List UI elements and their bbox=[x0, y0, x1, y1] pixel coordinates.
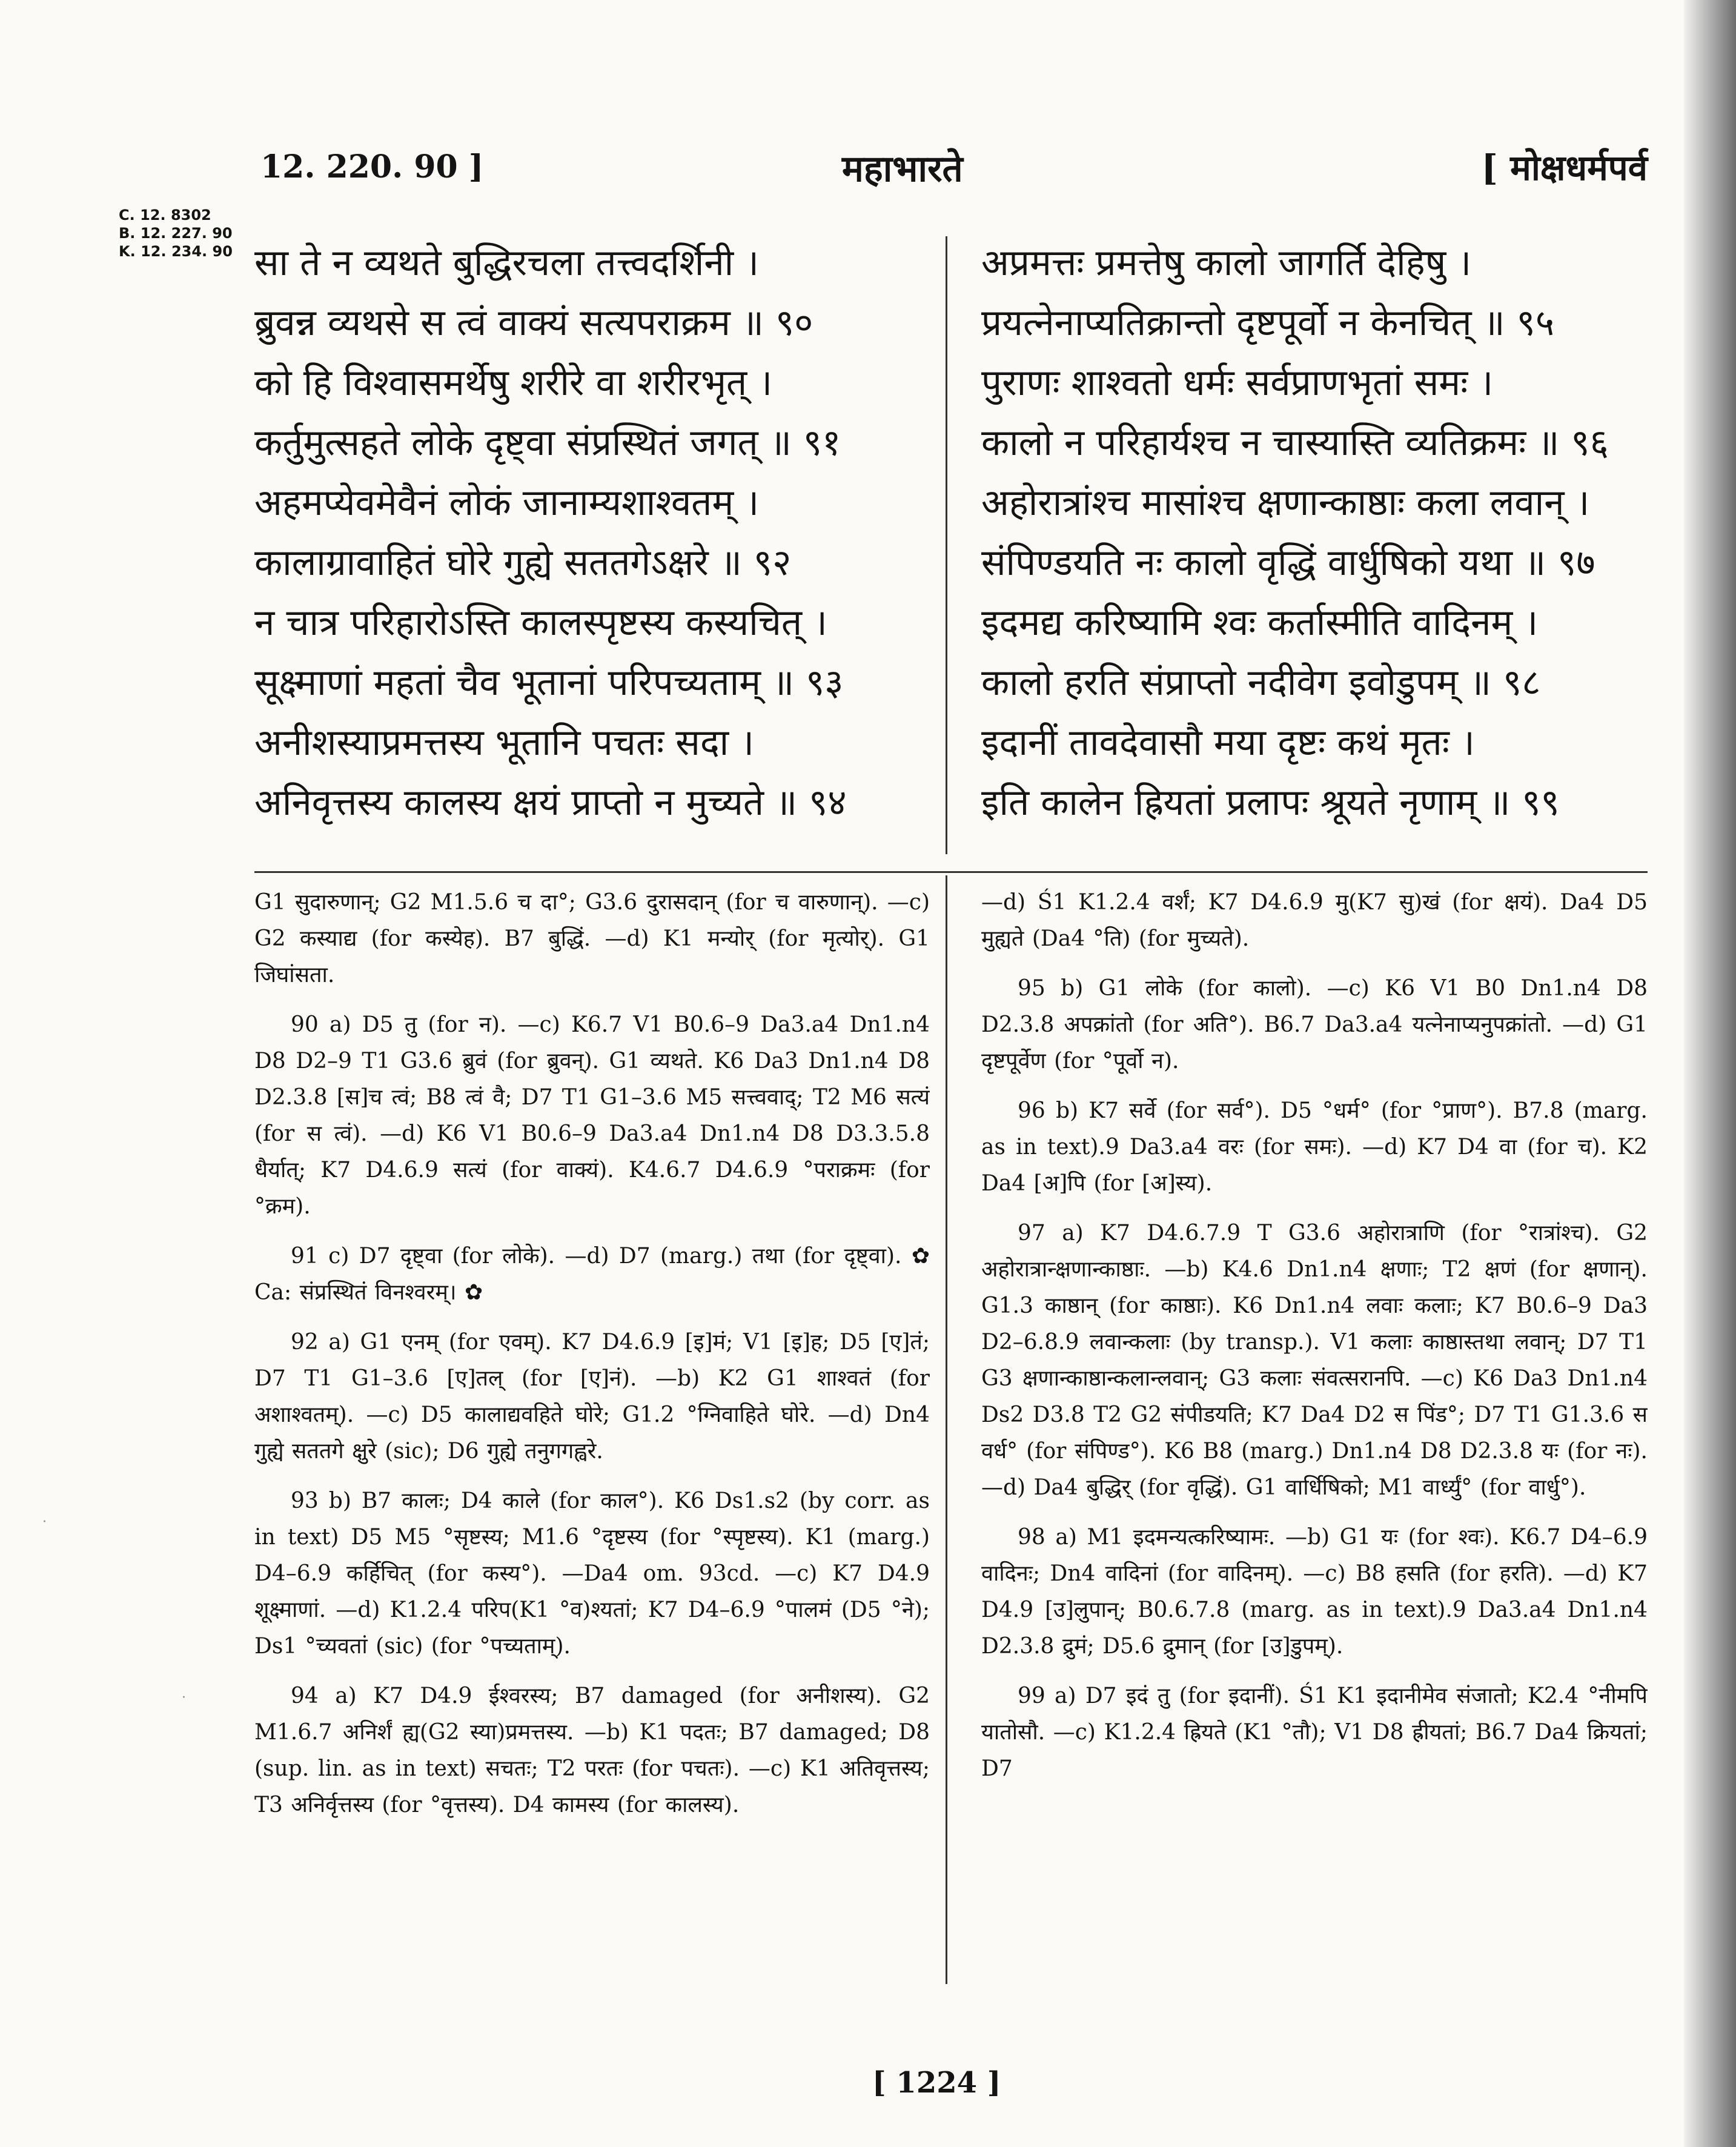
note-paragraph: 95 b) G1 लोके (for कालो). —c) K6 V1 B0 Dn1.n4 D8 D2.3.8 अपक्रांतो (for अति°). B6.7 Da3.a4 यत्नेनाप्यनुपक्रांतो. —d) G1 दृष्टपूर्वेण (for °पूर्वो न). bbox=[981, 976, 1648, 1074]
note-paragraph: 94 a) K7 D4.9 ईश्वरस्य; B7 damaged (for अनीशस्य). G2 M1.6.7 अनिर्शं ह्य(G2 स्या)प्रमत्तस्य. —b) K1 पदतः; B7 damaged; D8 (sup. lin. as in text) सचतः; T2 परतः (for पचतः). —c) K1 अतिवृत्तस्य; T3 अनिर्वृत्तस्य (for °वृत्तस्य). D4 कामस्य (for कालस्य). bbox=[254, 1684, 930, 1817]
verse-line: प्रयत्नेनाप्यतिक्रान्तो दृष्टपूर्वो न केनचित् ॥ ९५ bbox=[981, 302, 1555, 344]
verse-line: अहोरात्रांश्च मासांश्च क्षणान्काष्ठाः कला लवान् । bbox=[981, 482, 1590, 524]
running-head-reference: 12. 220. 90 ] bbox=[260, 148, 484, 185]
note-paragraph: 91 c) D7 दृष्ट्वा (for लोके). —d) D7 (marg.) तथा (for दृष्ट्वा). ✿ Ca: संप्रस्थितं विनश्वरम्। ✿ bbox=[254, 1244, 930, 1305]
verse-line: न चात्र परिहारोऽस्ति कालस्पृष्टस्य कस्यचित् । bbox=[254, 602, 827, 644]
verse-line: सा ते न व्यथते बुद्धिरचला तत्त्वदर्शिनी । bbox=[254, 242, 759, 284]
paper-speck: · bbox=[42, 1515, 47, 1530]
running-head bbox=[260, 136, 1648, 209]
book-edge-shadow bbox=[1684, 0, 1736, 2147]
verse-column-left bbox=[254, 233, 939, 863]
column-divider-notes bbox=[946, 875, 947, 1984]
verse-line: सूक्ष्माणां महतां चैव भूतानां परिपच्यताम् ॥ ९३ bbox=[254, 662, 844, 704]
note-paragraph: 96 b) K7 सर्वे (for सर्व°). D5 °धर्म° (for °प्राण°). B7.8 (marg. as in text).9 Da3.a4 वरः (for समः). —d) K7 D4 वा (for च). K2 Da4 [अ]पि (for [अ]स्य). bbox=[981, 1098, 1648, 1196]
verse-line: अनीशस्याप्रमत्तस्य भूतानि पचतः सदा । bbox=[254, 722, 755, 764]
verse-line: इति कालेन ह्रियतां प्रलापः श्रूयते नृणाम् ॥ ९९ bbox=[981, 781, 1560, 824]
verse-line: कालो हरति संप्राप्तो नदीवेग इवोडुपम् ॥ ९८ bbox=[981, 662, 1541, 704]
column-divider-verses bbox=[946, 236, 947, 854]
page-number: [ 1224 ] bbox=[872, 2066, 1001, 2100]
verse-line: अहमप्येवमेवैनं लोकं जानाम्यशाश्वतम् । bbox=[254, 482, 760, 524]
verse-line: कर्तुमुत्सहते लोके दृष्ट्वा संप्रस्थितं जगत् ॥ ९१ bbox=[254, 422, 841, 464]
verse-line: कालो न परिहार्यश्च न चास्यास्ति व्यतिक्रमः ॥ ९६ bbox=[981, 422, 1609, 464]
critical-notes-right bbox=[981, 884, 1648, 1999]
verse-line: अप्रमत्तः प्रमत्तेषु कालो जागर्ति देहिषु । bbox=[981, 242, 1472, 284]
note-paragraph: 97 a) K7 D4.6.7.9 T G3.6 अहोरात्राणि (for °रात्रांश्च). G2 अहोरात्रान्क्षणान्काष्ठाः. —b) K4.6 Dn1.n4 क्षणाः; T2 क्षणं (for क्षणान्). G1.3 काष्ठान् (for काष्ठाः). K6 Dn1.n4 लवाः कलाः; K7 B0.6–9 Da3 D2–6.8.9 लवान्कलाः (by transp.). V1 कलाः काष्ठास्तथा लवान्; D7 T1 G3 क्षणान्काष्ठान्कलान्लवान्; G3 कलाः संवत्सरानपि. —c) K6 Da3 Dn1.n4 Ds2 D3.8 T2 G2 संपीडयति; K7 Da4 D2 स पिंड°; D7 T1 G1.3.6 स वर्ध° (for संपिण्ड°). K6 B8 (marg.) Dn1.n4 D8 D2.3.8 यः (for नः). —d) Da4 बुद्धिर् (for वृद्धिं). G1 वार्धिषिको; M1 वार्ध्युं° (for वार्धु°). bbox=[981, 1221, 1648, 1500]
running-head-section: [ मोक्षधर्मपर्व bbox=[1481, 147, 1648, 188]
verse-line: इदमद्य करिष्यामि श्वः कर्तास्मीति वादिनम् । bbox=[981, 602, 1539, 644]
concordance-line: B. 12. 227. 90 bbox=[119, 225, 233, 242]
verse-line: ब्रुवन्न व्यथसे स त्वं वाक्यं सत्यपराक्रम ॥ ९० bbox=[254, 302, 813, 344]
note-paragraph: —d) Ś1 K1.2.4 वर्शं; K7 D4.6.9 मु(K7 सु)खं (for क्षयं). Da4 D5 मुह्यते (Da4 °ति) (for मुच्यते). bbox=[981, 890, 1648, 951]
note-paragraph: 90 a) D5 तु (for न). —c) K6.7 V1 B0.6–9 Da3.a4 Dn1.n4 D8 D2–9 T1 G3.6 ब्रुवं (for ब्रुवन्). G1 व्यथते. K6 Da3 Dn1.n4 D8 D2.3.8 [स]च त्वं; B8 त्वं वै; D7 T1 G1–3.6 M5 सत्त्ववाद्; T2 M6 सत्यं (for स त्वं). —d) K6 V1 B0.6–9 Da3.a4 Dn1.n4 D8 D3.3.5.8 धैर्यात्; K7 D4.6.9 सत्यं (for वाक्यं). K4.6.7 D4.6.9 °पराक्रमः (for °क्रम). bbox=[254, 1012, 930, 1219]
note-paragraph: 92 a) G1 एनम् (for एवम्). K7 D4.6.9 [इ]मं; V1 [इ]ह; D5 [ए]तं; D7 T1 G1–3.6 [ए]तल् (for [ए]नं). —b) K2 G1 शाश्वतं (for अशाश्वतम्). —c) D5 कालाद्यवहिते घोरे; G1.2 °ग्निवाहिते घोरे. —d) Dn4 गुह्ये सततगे क्षुरे (sic); D6 गुह्ये तनुगगह्वरे. bbox=[254, 1330, 930, 1464]
note-paragraph: 93 b) B7 कालः; D4 काले (for काल°). K6 Ds1.s2 (by corr. as in text) D5 M5 °सृष्टस्य; M1.6 °दृष्टस्य (for °स्पृष्टस्य). K1 (marg.) D4–6.9 कर्हिचित् (for कस्य°). —Da4 om. 93cd. —c) K7 D4.9 शूक्ष्माणां. —d) K1.2.4 परिप(K1 °व)श्यतां; K7 D4–6.9 °पालमं (D5 °ने); Ds1 °च्यवतां (sic) (for °पच्यताम्). bbox=[254, 1488, 930, 1659]
verse-column-right bbox=[981, 233, 1648, 863]
verse-line: को हि विश्वासमर्थेषु शरीरे वा शरीरभृत् । bbox=[254, 362, 773, 404]
concordance-line: C. 12. 8302 bbox=[119, 207, 211, 224]
note-paragraph: G1 सुदारुणान्; G2 M1.5.6 च दा°; G3.6 दुरासदान् (for च वारुणान्). —c) G2 कस्याद्य (for कस्येह). B7 बुद्धिं. —d) K1 मन्योर् (for मृत्योर्). G1 जिघांसता. bbox=[254, 890, 930, 987]
verse-line: संपिण्डयति नः कालो वृद्धिं वार्धुषिको यथा ॥ ९७ bbox=[981, 542, 1595, 584]
paper-speck: · bbox=[182, 1690, 186, 1705]
verse-line: अनिवृत्तस्य कालस्य क्षयं प्राप्तो न मुच्यते ॥ ९४ bbox=[254, 781, 847, 824]
critical-notes-left bbox=[254, 884, 930, 1999]
concordance-references bbox=[119, 206, 233, 260]
verse-line: कालाग्रावाहितं घोरे गुह्ये सततगेऽक्षरे ॥ ९२ bbox=[254, 542, 792, 584]
note-paragraph: 98 a) M1 इदमन्यत्करिष्यामः. —b) G1 यः (for श्वः). K6.7 D4–6.9 वादिनः; Dn4 वादिनां (for वादिनम्). —c) B8 हसति (for हरति). —d) K7 D4.9 [उ]लुपान्; B0.6.7.8 (marg. as in text).9 Da3.a4 Dn1.n4 D2.3.8 द्रुमं; D5.6 द्रुमान् (for [उ]डुपम्). bbox=[981, 1525, 1648, 1659]
note-paragraph: 99 a) D7 इदं तु (for इदानीं). Ś1 K1 इदानीमेव संजातो; K2.4 °नीमपि यातोसौ. —c) K1.2.4 ह्रियते (K1 °तौ); V1 D8 ह्रीयतां; B6.7 Da4 क्रियतां; D7 bbox=[981, 1684, 1648, 1781]
verse-line: इदानीं तावदेवासौ मया दृष्टः कथं मृतः । bbox=[981, 722, 1475, 764]
concordance-line: K. 12. 234. 90 bbox=[119, 243, 233, 260]
notes-separator-rule bbox=[254, 871, 1648, 873]
verse-line: पुराणः शाश्वतो धर्मः सर्वप्राणभृतां समः । bbox=[981, 362, 1494, 404]
running-head-title: महाभारते bbox=[842, 148, 963, 190]
